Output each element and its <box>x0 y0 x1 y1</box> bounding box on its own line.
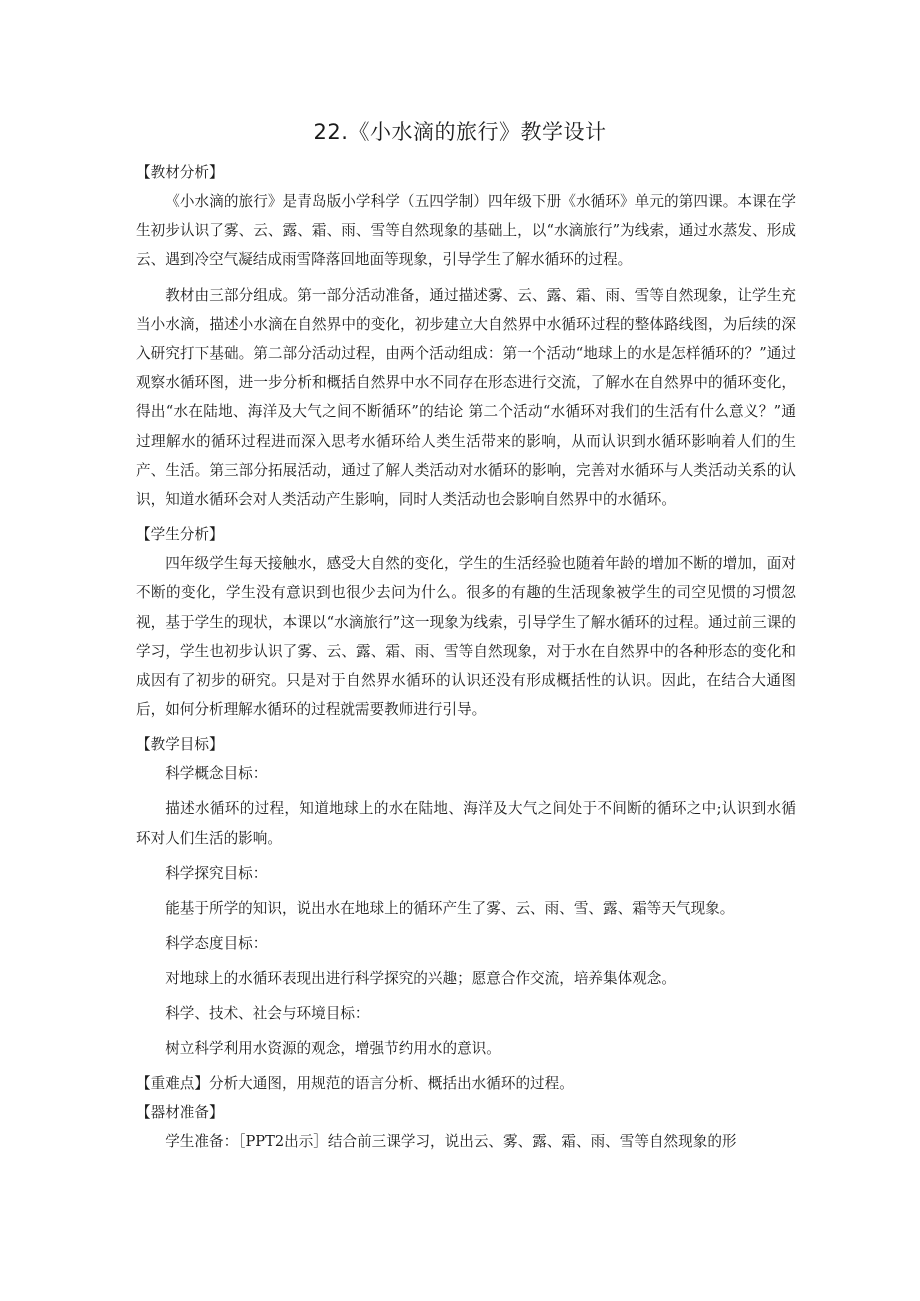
textbook-analysis-paragraph-1: 《小水滴的旅行》是青岛版小学科学（五四学制）四年级下册《水循环》单元的第四课。本课在学生初步认识了雾、云、露、霜、雨、雪等自然现象的基础上，以“水滴旅行”为线索，通过水蒸发、形成云、遇到冷空气凝结成雨雪降落回地面等现象，引导学生了解水循环的过程。 <box>136 193 796 269</box>
student-analysis-paragraph: 四年级学生每天接触水，感受大自然的变化，学生的生活经验也随着年龄的增加不断的增加，面对不断的变化，学生没有意识到也很少去问为什么。很多的有趣的生活现象被学生的司空见惯的习惯忽视，基于学生的现状，本课以“水滴旅行”这一现象为线索，引导学生了解水循环的过程。通过前三课的学习，学生也初步认识了雾、云、露、霜、雨、雪等自然现象，对于水在自然界中的各种形态的变化和成因有了初步的研究。只是对于自然界水循环的认识还没有形成概括性的认识。因此，在结合大通图后，如何分析理解水循环的过程就需要教师进行引导。 <box>136 555 796 719</box>
inquiry-goal-text: 能基于所学的知识，说出水在地球上的循环产生了雾、云、雨、雪、露、霜等天气现象。 <box>165 899 735 917</box>
sts-goal-text: 树立科学利用水资源的观念，增强节约用水的意识。 <box>165 1039 501 1057</box>
section-heading-key-points: 【重难点】 <box>136 1074 209 1092</box>
key-points-text: 分析大通图，用规范的语言分析、概括出水循环的过程。 <box>208 1074 574 1092</box>
document-body <box>136 158 796 1162</box>
section-heading-materials: 【器材准备】 <box>136 1103 224 1121</box>
concept-goal-text: 描述水循环的过程，知道地球上的水在陆地、海洋及大气之间处于不间断的循环之中;认识到水循环对人们生活的影响。 <box>136 800 796 847</box>
concept-goal-label: 科学概念目标： <box>165 765 268 783</box>
key-points-line <box>136 1069 796 1098</box>
section-heading-textbook-analysis: 【教材分析】 <box>136 164 224 181</box>
sts-goal-label: 科学、技术、社会与环境目标： <box>165 1004 370 1022</box>
section-heading-teaching-goals: 【教学目标】 <box>136 736 224 754</box>
inquiry-goal-label: 科学探究目标： <box>165 864 268 882</box>
attitude-goal-text: 对地球上的水循环表现出进行科学探究的兴趣；愿意合作交流，培养集体观念。 <box>165 969 676 987</box>
attitude-goal-label: 科学态度目标： <box>165 934 268 952</box>
textbook-analysis-paragraph-2: 教材由三部分组成。第一部分活动准备，通过描述雾、云、露、霜、雨、雪等自然现象，让学生充当小水滴，描述小水滴在自然界中的变化，初步建立大自然界中水循环过程的整体路线图，为后续的深入研究打下基础。第二部分活动过程，由两个活动组成：第一个活动“地球上的水是怎样循环的？”通过观察水循环图，进一步分析和概括自然界中水不同存在形态进行交流，了解水在自然界中的循环变化，得出“水在陆地、海洋及大气之间不断循环”的结论 第二个活动“水循环对我们的生活有什么意义？”通过理解水的循环过程进而深入思考水循环给人类生活带来的影响，从而认识到水循环影响着人们的生产、生活。第三部分拓展活动，通过了解人类活动对水循环的影响，完善对水循环与人类活动关系的认识，知道水循环会对人类活动产生影响，同时人类活动也会影响自然界中的水循环。 <box>136 286 796 509</box>
document-title: 22.《小水滴的旅行》教学设计 <box>313 120 607 144</box>
materials-text: 学生准备：［PPT2出示］结合前三课学习，说出云、雾、露、霜、雨、雪等自然现象的形 <box>165 1132 737 1150</box>
section-heading-student-analysis: 【学生分析】 <box>136 526 224 544</box>
